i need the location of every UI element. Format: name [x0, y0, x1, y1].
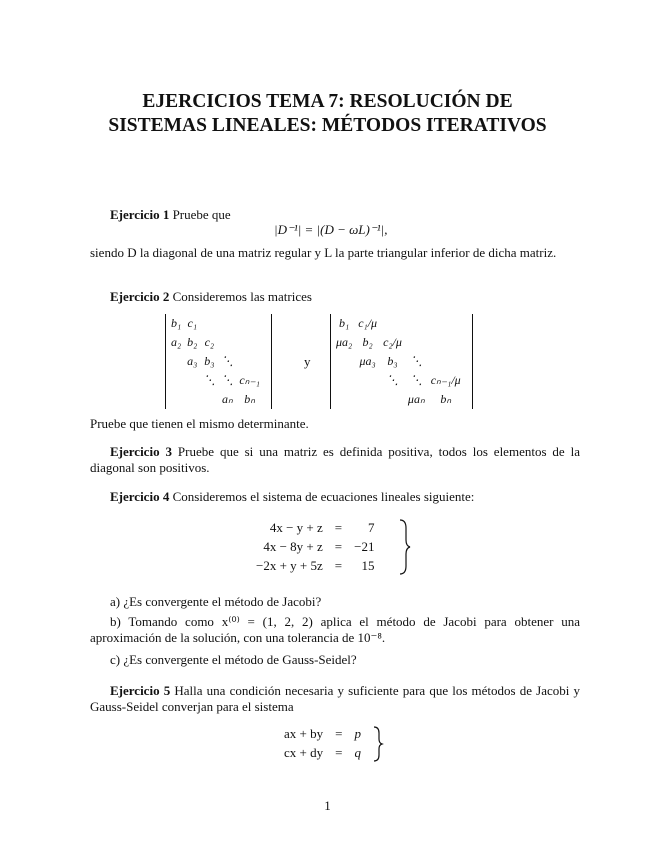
matrix-row	[168, 333, 269, 352]
matrix-cell: cₙ₋₁	[239, 373, 260, 387]
matrix-cell	[464, 390, 470, 409]
exercise-4-label: Ejercicio 4	[110, 489, 170, 504]
matrix-row	[333, 314, 470, 333]
exercise-3-paragraph	[90, 444, 580, 476]
system-row	[278, 743, 367, 762]
matrix-cell	[405, 314, 428, 333]
matrix-b	[330, 314, 473, 409]
matrix-cell: bₙ	[440, 392, 452, 406]
matrix-cell: c₂/μ	[383, 335, 402, 349]
matrix-cell	[405, 333, 428, 352]
matrix-cell	[428, 352, 464, 371]
matrix-row	[168, 352, 269, 371]
exercise-5-system	[278, 724, 367, 762]
exercise-5-paragraph	[90, 683, 580, 715]
exercise-4-question-c: c) ¿Es convergente el método de Gauss-Seidel?	[110, 652, 357, 667]
exercise-4-question-a: a) ¿Es convergente el método de Jacobi?	[110, 594, 322, 609]
exercise-5-label: Ejercicio 5	[110, 683, 171, 698]
exercise-2-label: Ejercicio 2	[110, 289, 170, 304]
matrix-cell: ⋱	[221, 354, 234, 368]
matrix-row	[333, 352, 470, 371]
page-number: 1	[324, 798, 331, 813]
matrix-cell: ⋱	[203, 373, 216, 387]
matrix-cell: ⋱	[386, 373, 399, 387]
exercise-2-conclusion: Pruebe que tienen el mismo determinante.	[90, 416, 309, 431]
matrix-cell	[355, 371, 380, 390]
matrix-cell: b₁	[339, 316, 350, 330]
matrix-cell	[263, 333, 269, 352]
matrix-cell	[380, 314, 405, 333]
matrix-cell	[218, 333, 236, 352]
matrix-cell: c₁/μ	[358, 316, 378, 330]
matrix-cell	[464, 333, 470, 352]
matrix-cell: cₙ₋₁/μ	[430, 373, 461, 387]
system-row	[250, 518, 380, 537]
equation-lhs: ax + by	[284, 725, 324, 741]
matrix-row	[333, 390, 470, 409]
exercise-4-heading	[110, 489, 474, 505]
equation-rhs: q	[354, 744, 361, 760]
matrix-cell: a₂	[171, 335, 182, 349]
title-line-2: SISTEMAS LINEALES: MÉTODOS ITERATIVOS	[108, 115, 547, 136]
matrix-cell: c₂	[204, 335, 215, 349]
matrix-cell: bₙ	[244, 392, 256, 406]
matrix-cell: b₂	[362, 335, 373, 349]
equation-op: =	[334, 519, 343, 535]
system-brace-right	[372, 725, 384, 763]
matrix-cell	[263, 390, 269, 409]
matrix-cell	[200, 390, 218, 409]
system-row	[250, 537, 380, 556]
system-brace-right	[398, 518, 412, 576]
matrix-cell: ⋱	[410, 373, 423, 387]
matrix-cell	[236, 333, 263, 352]
system-row	[278, 724, 367, 743]
matrix-cell	[380, 390, 405, 409]
matrix-a	[165, 314, 272, 409]
document-title	[60, 90, 595, 138]
matrix-cell: ⋱	[221, 373, 234, 387]
equation-lhs: 4x − y + z	[269, 519, 323, 535]
exercise-1-intro: Pruebe que	[172, 207, 231, 222]
exercise-2-intro: Consideremos las matrices	[172, 289, 312, 304]
matrix-cell	[464, 314, 470, 333]
matrix-cell	[218, 314, 236, 333]
matrix-row	[168, 314, 269, 333]
matrix-cell	[355, 390, 380, 409]
equation-lhs: 4x − 8y + z	[263, 538, 323, 554]
matrix-cell: ⋱	[410, 354, 423, 368]
matrix-cell: μa₂	[336, 335, 353, 349]
matrix-cell	[168, 371, 184, 390]
matrix-cell	[333, 371, 355, 390]
exercise-1-text: siendo D la diagonal de una matriz regular y L la parte triangular inferior de dicha matriz.	[90, 245, 557, 260]
matrix-cell: b₃	[204, 354, 215, 368]
matrix-cell: b₃	[387, 354, 398, 368]
matrix-cell: c₁	[187, 316, 197, 330]
equation-rhs: 15	[361, 557, 375, 573]
matrix-cell	[263, 352, 269, 371]
exercise-2-heading	[110, 289, 312, 305]
matrix-row	[168, 371, 269, 390]
matrix-cell	[464, 371, 470, 390]
equation-lhs: −2x + y + 5z	[256, 557, 323, 573]
matrix-connector: y	[304, 354, 311, 369]
matrix-cell	[236, 352, 263, 371]
equation-op: =	[334, 538, 343, 554]
matrix-row	[333, 371, 470, 390]
matrix-cell: b₁	[171, 316, 182, 330]
matrix-cell	[428, 314, 464, 333]
equation-op: =	[334, 557, 343, 573]
equation-rhs: −21	[354, 538, 375, 554]
matrix-cell	[333, 390, 355, 409]
matrix-row	[168, 390, 269, 409]
matrix-cell	[263, 314, 269, 333]
exercise-5-text: Halla una condición necesaria y suficiente para que los métodos de Jacobi y Gauss-Seidel converjan para el sistema	[90, 683, 581, 714]
matrix-cell: aₙ	[221, 392, 233, 406]
equation-op: =	[335, 725, 343, 741]
matrix-cell	[263, 371, 269, 390]
exercise-1-label: Ejercicio 1	[110, 207, 170, 222]
exercise-4-system	[250, 518, 380, 575]
exercise-1-formula: |D⁻¹| = |(D − ωL)⁻¹|,	[274, 222, 388, 237]
matrix-cell: b₂	[187, 335, 198, 349]
matrix-cell	[168, 390, 184, 409]
matrix-cell	[428, 333, 464, 352]
equation-rhs: 7	[367, 519, 375, 535]
exercise-4-question-b: b) Tomando como x⁽⁰⁾ = (1, 2, 2) aplica el método de Jacobi para obtener una aproximación de la solución, con una tolerancia de 10⁻⁸.	[90, 614, 580, 645]
equation-op: =	[335, 744, 343, 760]
equation-rhs: p	[354, 725, 361, 741]
matrix-cell	[236, 314, 263, 333]
matrix-cell: μa₃	[359, 354, 376, 368]
matrix-cell: μaₙ	[407, 392, 425, 406]
exercise-4-intro: Consideremos el sistema de ecuaciones lineales siguiente:	[172, 489, 475, 504]
matrix-cell: a₃	[187, 354, 198, 368]
exercise-3-label: Ejercicio 3	[110, 444, 172, 459]
matrix-cell	[464, 352, 470, 371]
exercise-3-text: Pruebe que si una matriz es definida positiva, todos los elementos de la diagonal son positivos.	[90, 444, 580, 475]
matrix-cell	[333, 352, 355, 371]
matrix-cell	[184, 390, 200, 409]
system-row	[250, 556, 380, 575]
matrix-row	[333, 333, 470, 352]
title-line-1: EJERCICIOS TEMA 7: RESOLUCIÓN DE	[142, 91, 513, 112]
matrix-cell	[184, 371, 200, 390]
matrix-cell	[168, 352, 184, 371]
matrix-cell	[200, 314, 218, 333]
exercise-1-heading	[110, 207, 231, 223]
equation-lhs: cx + dy	[284, 744, 324, 760]
